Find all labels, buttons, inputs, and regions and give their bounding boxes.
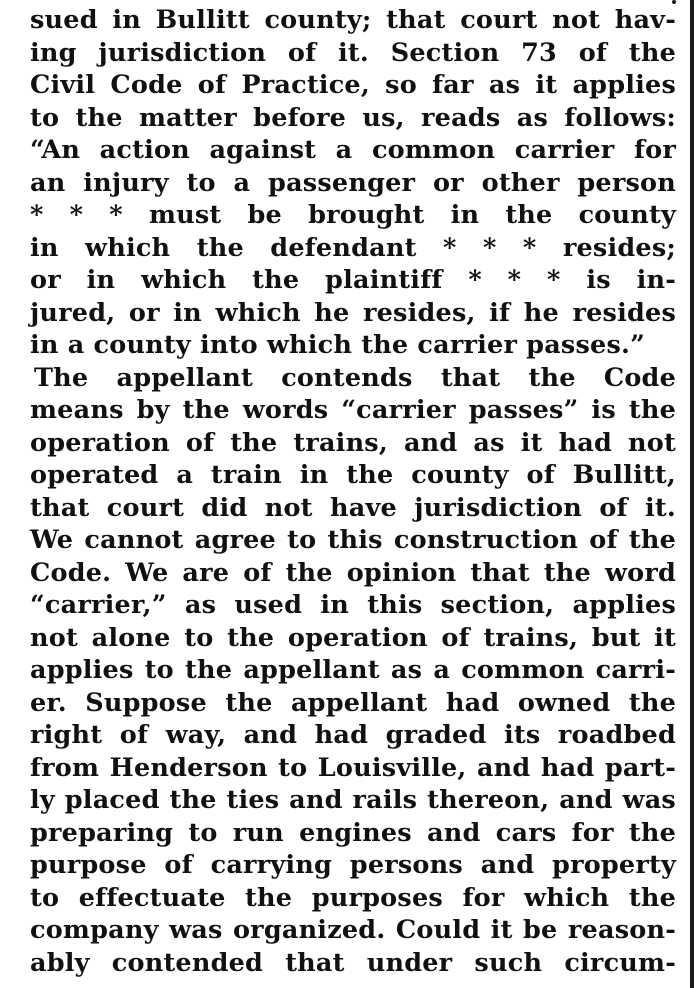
text-line: “carrier,” as used in this section, applies — [30, 590, 676, 620]
text-column — [30, 4, 676, 979]
text-line: or in which the plaintiff * * * is in- — [30, 265, 676, 295]
text-line: company was organized. Could it be reason- — [30, 915, 676, 945]
text-line: Civil Code of Practice, so far as it applies — [30, 70, 676, 100]
text-line: * * * must be brought in the county — [30, 200, 676, 230]
text-line: that court did not have jurisdiction of it. — [30, 492, 676, 523]
text-line: “An action against a common carrier for — [30, 135, 676, 165]
text-line: preparing to run engines and cars for the — [30, 817, 676, 848]
text-line: jured, or in which he resides, if he resides — [30, 297, 676, 328]
text-line: applies to the appellant as a common carri- — [30, 655, 676, 685]
text-line: operated a train in the county of Bullitt, — [30, 460, 676, 490]
text-line: er. Suppose the appellant had owned the — [30, 687, 676, 718]
text-line: purpose of carrying persons and property — [30, 850, 676, 880]
text-line: in which the defendant * * * resides; — [30, 232, 676, 263]
text-line: operation of the trains, and as it had not — [30, 427, 676, 458]
text-line: sued in Bullitt county; that court not hav- — [30, 5, 676, 35]
text-line: ing jurisdiction of it. Section 73 of the — [30, 37, 676, 68]
text-line: ly placed the ties and rails thereon, and was — [30, 785, 676, 815]
text-line: means by the words “carrier passes” is the — [30, 395, 676, 425]
column-rule — [690, 0, 694, 988]
text-line: to effectuate the purposes for which the — [30, 882, 676, 913]
text-line: from Henderson to Louisville, and had part- — [30, 752, 676, 783]
text-line: to the matter before us, reads as follows: — [30, 102, 676, 133]
text-line: in a county into which the carrier passes.” — [30, 330, 645, 360]
text-line: Code. We are of the opinion that the word — [30, 557, 676, 588]
text-line: right of way, and had graded its roadbed — [30, 720, 676, 750]
text-line: We cannot agree to this construction of the — [30, 525, 676, 555]
text-line: an injury to a passenger or other person — [30, 167, 676, 198]
paragraph-start-line: The appellant contends that the Code — [34, 362, 676, 393]
text-line: ably contended that under such circum- — [30, 947, 676, 978]
text-line: not alone to the operation of trains, but it — [30, 622, 676, 653]
